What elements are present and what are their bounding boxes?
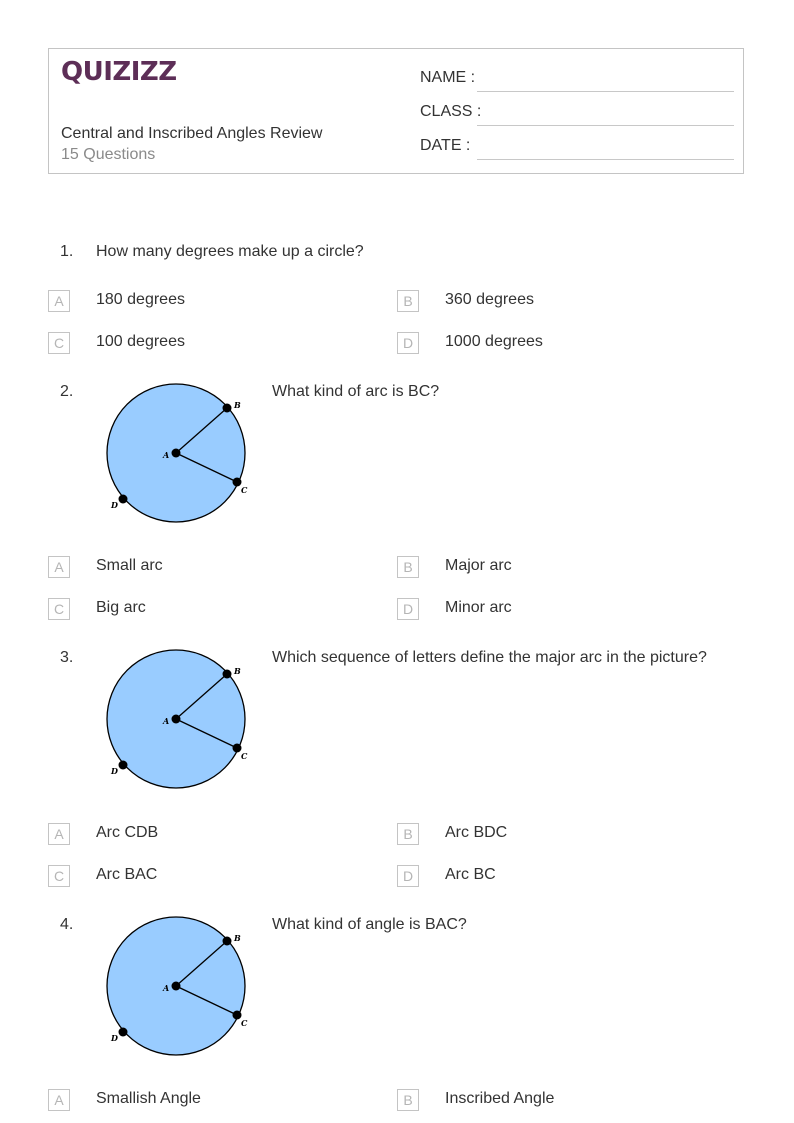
- date-label: DATE :: [420, 137, 471, 154]
- worksheet-title: Central and Inscribed Angles Review: [61, 125, 323, 142]
- quizizz-logo: QUIZIZZ: [61, 57, 177, 87]
- option-text: 180 degrees: [96, 291, 185, 308]
- label-a: A: [163, 450, 170, 460]
- option-letter: D: [397, 598, 419, 620]
- class-line: [477, 125, 734, 126]
- option-text: Smallish Angle: [96, 1090, 201, 1107]
- class-label: CLASS :: [420, 103, 482, 120]
- label-d: D: [111, 766, 118, 776]
- option-letter: D: [397, 332, 419, 354]
- label-a: A: [163, 716, 170, 726]
- question-number: 4.: [60, 916, 74, 933]
- question-text: What kind of angle is BAC?: [272, 916, 467, 933]
- question-number: 3.: [60, 649, 74, 666]
- point-b: [223, 937, 232, 946]
- option-letter: C: [48, 865, 70, 887]
- point-a: [172, 982, 181, 991]
- point-a: [172, 715, 181, 724]
- option-text: Small arc: [96, 557, 163, 574]
- option-text: Arc BAC: [96, 866, 158, 883]
- point-d: [119, 761, 128, 770]
- question-count: 15 Questions: [61, 146, 156, 163]
- option-text: 1000 degrees: [445, 333, 543, 350]
- question-text: What kind of arc is BC?: [272, 383, 440, 400]
- label-d: D: [111, 1033, 118, 1043]
- option-letter: A: [48, 1089, 70, 1111]
- option-text: Arc CDB: [96, 824, 159, 841]
- question-text: How many degrees make up a circle?: [96, 243, 364, 260]
- point-b: [223, 670, 232, 679]
- option-letter: A: [48, 823, 70, 845]
- option-letter: B: [397, 1089, 419, 1111]
- option-text: Inscribed Angle: [445, 1090, 555, 1107]
- circle-diagram: [100, 644, 250, 794]
- option-letter: B: [397, 290, 419, 312]
- label-d: D: [111, 500, 118, 510]
- option-letter: B: [397, 556, 419, 578]
- option-letter: D: [397, 865, 419, 887]
- question-number: 2.: [60, 383, 74, 400]
- label-c: C: [241, 485, 248, 495]
- point-d: [119, 495, 128, 504]
- option-letter: B: [397, 823, 419, 845]
- name-line: [477, 91, 734, 92]
- option-text: 360 degrees: [445, 291, 534, 308]
- label-c: C: [241, 751, 248, 761]
- point-b: [223, 404, 232, 413]
- point-a: [172, 449, 181, 458]
- label-b: B: [234, 933, 241, 943]
- name-label: NAME :: [420, 69, 476, 86]
- date-line: [477, 159, 734, 160]
- option-text: Arc BC: [445, 866, 496, 883]
- question-text: Which sequence of letters define the major arc in the picture?: [272, 649, 707, 666]
- option-text: 100 degrees: [96, 333, 185, 350]
- label-b: B: [234, 666, 241, 676]
- date-field: [420, 137, 734, 161]
- point-d: [119, 1028, 128, 1037]
- circle-diagram: [100, 911, 250, 1061]
- name-field: [420, 69, 734, 93]
- option-letter: A: [48, 556, 70, 578]
- option-text: Arc BDC: [445, 824, 508, 841]
- option-text: Major arc: [445, 557, 512, 574]
- option-text: Big arc: [96, 599, 146, 616]
- question-number: 1.: [60, 243, 74, 260]
- circle-diagram: [100, 378, 250, 528]
- option-letter: C: [48, 332, 70, 354]
- worksheet-header: [48, 48, 744, 174]
- option-letter: C: [48, 598, 70, 620]
- class-field: [420, 103, 734, 127]
- label-a: A: [163, 983, 170, 993]
- option-text: Minor arc: [445, 599, 512, 616]
- option-letter: A: [48, 290, 70, 312]
- label-c: C: [241, 1018, 248, 1028]
- label-b: B: [234, 400, 241, 410]
